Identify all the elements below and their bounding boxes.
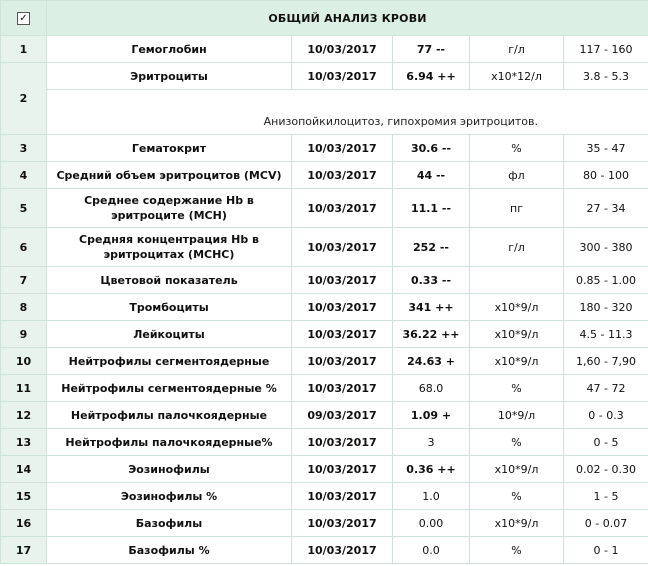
row-number: 17 — [1, 537, 47, 564]
test-date: 10/03/2017 — [292, 510, 393, 537]
row-number: 12 — [1, 402, 47, 429]
test-date: 10/03/2017 — [292, 348, 393, 375]
test-date: 10/03/2017 — [292, 189, 393, 228]
test-name: Гематокрит — [47, 135, 292, 162]
row-number: 15 — [1, 483, 47, 510]
row-number: 1 — [1, 36, 47, 63]
test-date: 10/03/2017 — [292, 456, 393, 483]
test-name: Эозинофилы % — [47, 483, 292, 510]
test-date: 09/03/2017 — [292, 402, 393, 429]
test-date: 10/03/2017 — [292, 135, 393, 162]
table-row[interactable] — [1, 135, 648, 162]
table-row[interactable] — [1, 63, 648, 90]
test-value: 0.36 ++ — [393, 456, 470, 483]
reference-range: 35 - 47 — [564, 135, 648, 162]
test-value: 252 -- — [393, 228, 470, 267]
row-number: 13 — [1, 429, 47, 456]
table-row[interactable] — [1, 162, 648, 189]
row-number: 2 — [1, 63, 47, 135]
table-row[interactable] — [1, 228, 648, 267]
table-row[interactable] — [1, 510, 648, 537]
test-unit: г/л — [470, 36, 564, 63]
test-value: 6.94 ++ — [393, 63, 470, 90]
row-number: 3 — [1, 135, 47, 162]
test-value: 1.0 — [393, 483, 470, 510]
test-value: 1.09 + — [393, 402, 470, 429]
test-date: 10/03/2017 — [292, 429, 393, 456]
test-value: 11.1 -- — [393, 189, 470, 228]
test-unit: 10*9/л — [470, 402, 564, 429]
table-row[interactable] — [1, 267, 648, 294]
test-name: Нейтрофилы сегментоядерные — [47, 348, 292, 375]
test-date: 10/03/2017 — [292, 375, 393, 402]
select-all-checkbox[interactable]: ✓ — [17, 12, 30, 25]
reference-range: 117 - 160 — [564, 36, 648, 63]
reference-range: 0 - 5 — [564, 429, 648, 456]
row-number: 11 — [1, 375, 47, 402]
table-row[interactable] — [1, 375, 648, 402]
row-number: 4 — [1, 162, 47, 189]
test-date: 10/03/2017 — [292, 321, 393, 348]
table-header — [1, 1, 648, 36]
test-unit: x10*9/л — [470, 510, 564, 537]
test-date: 10/03/2017 — [292, 63, 393, 90]
table-row[interactable] — [1, 456, 648, 483]
reference-range: 180 - 320 — [564, 294, 648, 321]
table-row[interactable] — [1, 429, 648, 456]
test-date: 10/03/2017 — [292, 483, 393, 510]
test-unit — [470, 267, 564, 294]
test-name: Тромбоциты — [47, 294, 292, 321]
test-value: 0.00 — [393, 510, 470, 537]
row-number: 9 — [1, 321, 47, 348]
test-unit: x10*9/л — [470, 348, 564, 375]
test-name: Эозинофилы — [47, 456, 292, 483]
reference-range: 0 - 0.3 — [564, 402, 648, 429]
row-number: 8 — [1, 294, 47, 321]
row-number: 5 — [1, 189, 47, 228]
test-unit: пг — [470, 189, 564, 228]
test-date: 10/03/2017 — [292, 267, 393, 294]
reference-range: 300 - 380 — [564, 228, 648, 267]
test-comment: Анизопойкилоцитоз, гипохромия эритроцитов. — [47, 90, 648, 135]
test-date: 10/03/2017 — [292, 537, 393, 564]
test-name: Гемоглобин — [47, 36, 292, 63]
reference-range: 47 - 72 — [564, 375, 648, 402]
test-unit: x10*9/л — [470, 294, 564, 321]
test-date: 10/03/2017 — [292, 36, 393, 63]
header-checkbox-cell[interactable] — [1, 1, 47, 36]
test-name: Нейтрофилы палочкоядерные — [47, 402, 292, 429]
test-value: 341 ++ — [393, 294, 470, 321]
test-name: Лейкоциты — [47, 321, 292, 348]
reference-range: 3.8 - 5.3 — [564, 63, 648, 90]
test-name: Цветовой показатель — [47, 267, 292, 294]
table-row[interactable] — [1, 483, 648, 510]
reference-range: 1 - 5 — [564, 483, 648, 510]
test-unit: % — [470, 375, 564, 402]
reference-range: 0 - 1 — [564, 537, 648, 564]
test-name: Базофилы — [47, 510, 292, 537]
test-name: Средняя концентрация Hb в эритроцитах (MCHC) — [47, 228, 292, 267]
table-row[interactable] — [1, 321, 648, 348]
comment-row — [1, 90, 648, 135]
reference-range: 0 - 0.07 — [564, 510, 648, 537]
test-name: Среднее содержание Hb в эритроците (MCH) — [47, 189, 292, 228]
row-number: 7 — [1, 267, 47, 294]
test-value: 0.33 -- — [393, 267, 470, 294]
test-unit: % — [470, 429, 564, 456]
test-value: 30.6 -- — [393, 135, 470, 162]
test-value: 3 — [393, 429, 470, 456]
table-row[interactable] — [1, 36, 648, 63]
test-name: Базофилы % — [47, 537, 292, 564]
test-date: 10/03/2017 — [292, 294, 393, 321]
test-name: Нейтрофилы палочкоядерные% — [47, 429, 292, 456]
reference-range: 0.85 - 1.00 — [564, 267, 648, 294]
test-value: 0.0 — [393, 537, 470, 564]
row-number: 6 — [1, 228, 47, 267]
row-number: 14 — [1, 456, 47, 483]
reference-range: 1,60 - 7,90 — [564, 348, 648, 375]
test-name: Нейтрофилы сегментоядерные % — [47, 375, 292, 402]
test-date: 10/03/2017 — [292, 228, 393, 267]
reference-range: 27 - 34 — [564, 189, 648, 228]
test-unit: % — [470, 483, 564, 510]
test-unit: x10*12/л — [470, 63, 564, 90]
table-row[interactable] — [1, 537, 648, 564]
test-date: 10/03/2017 — [292, 162, 393, 189]
test-value: 24.63 + — [393, 348, 470, 375]
test-unit: x10*9/л — [470, 456, 564, 483]
test-unit: x10*9/л — [470, 321, 564, 348]
reference-range: 4.5 - 11.3 — [564, 321, 648, 348]
test-value: 77 -- — [393, 36, 470, 63]
test-unit: % — [470, 537, 564, 564]
test-value: 36.22 ++ — [393, 321, 470, 348]
reference-range: 0.02 - 0.30 — [564, 456, 648, 483]
table-row[interactable] — [1, 294, 648, 321]
reference-range: 80 - 100 — [564, 162, 648, 189]
table-row[interactable] — [1, 402, 648, 429]
row-number: 16 — [1, 510, 47, 537]
test-unit: % — [470, 135, 564, 162]
test-value: 44 -- — [393, 162, 470, 189]
table-row[interactable] — [1, 348, 648, 375]
test-unit: г/л — [470, 228, 564, 267]
test-value: 68.0 — [393, 375, 470, 402]
table-title: ОБЩИЙ АНАЛИЗ КРОВИ — [47, 1, 648, 36]
test-name: Средний объем эритроцитов (MCV) — [47, 162, 292, 189]
row-number: 10 — [1, 348, 47, 375]
test-name: Эритроциты — [47, 63, 292, 90]
table-row[interactable] — [1, 189, 648, 228]
test-unit: фл — [470, 162, 564, 189]
